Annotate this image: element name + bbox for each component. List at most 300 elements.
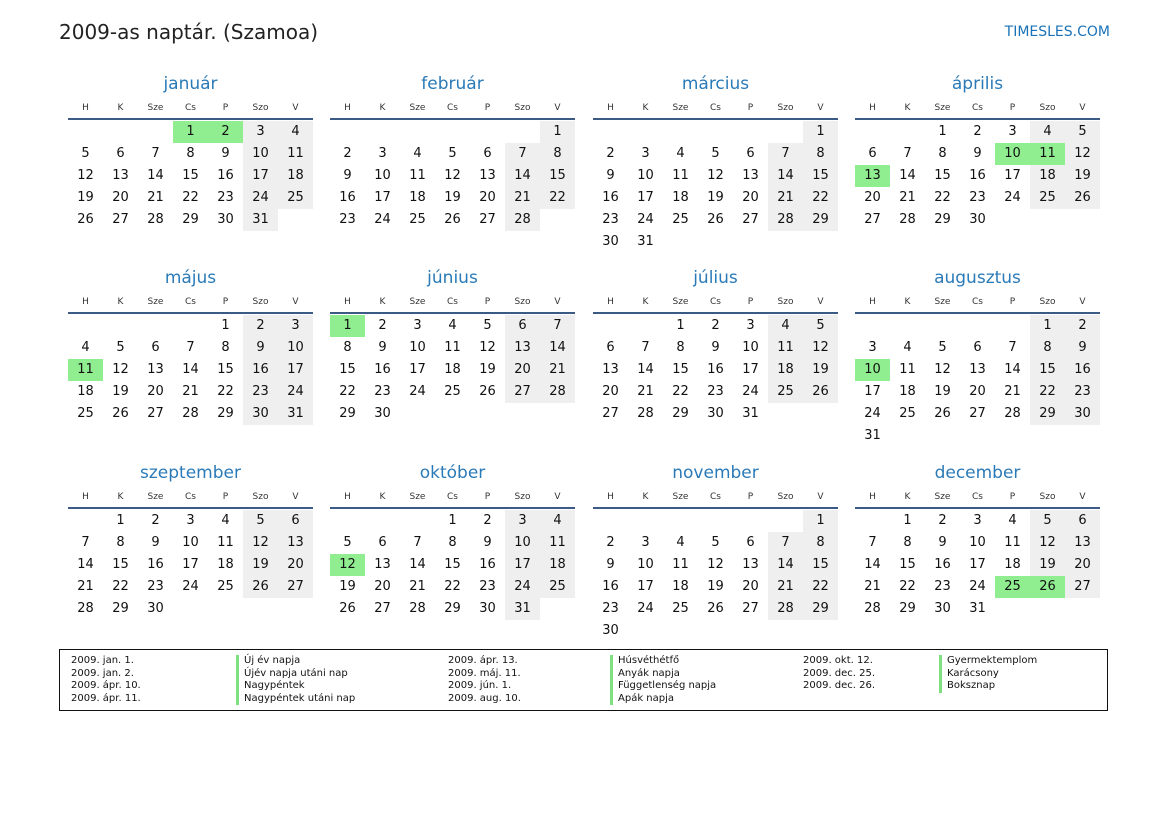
weekday-label: Szo xyxy=(1039,492,1056,502)
legend-holiday-name: Anyák napja xyxy=(610,668,716,681)
month-name: július xyxy=(693,268,738,288)
weekday-label: V xyxy=(817,297,824,307)
day-cell: 5 xyxy=(938,340,947,355)
day-cell: 25 xyxy=(672,601,689,616)
day-cell: 21 xyxy=(182,384,199,399)
day-cell: 24 xyxy=(969,579,986,594)
legend-date: 2009. jan. 2. xyxy=(71,667,134,679)
day-cell: 3 xyxy=(378,146,387,161)
weekday-label: V xyxy=(1079,103,1086,113)
day-cell: 21 xyxy=(540,359,575,381)
legend-date: 2009. okt. 12. xyxy=(803,655,873,666)
month-name: augusztus xyxy=(934,268,1021,288)
day-cell: 22 xyxy=(182,190,199,205)
day-empty xyxy=(733,121,768,143)
day-empty xyxy=(855,510,890,532)
day-cell: 7 xyxy=(81,535,90,550)
day-cell: 25 xyxy=(77,406,94,421)
weekday-label: Szo xyxy=(514,297,531,307)
day-empty xyxy=(400,510,435,532)
weekday-label: P xyxy=(222,492,229,502)
day-cell: 9 xyxy=(606,557,615,572)
day-cell: 10 xyxy=(409,340,426,355)
month-7 xyxy=(593,268,838,425)
legend-date: 2009. ápr. 13. xyxy=(448,655,518,666)
day-cell: 11 xyxy=(444,340,461,355)
day-cell: 9 xyxy=(378,340,387,355)
day-cell: 18 xyxy=(217,557,234,572)
day-cell: 11 xyxy=(217,535,234,550)
day-grid xyxy=(855,121,1100,231)
day-cell: 16 xyxy=(374,362,391,377)
day-empty xyxy=(435,121,470,143)
weekday-label: Sze xyxy=(934,103,951,113)
day-cell: 13 xyxy=(479,168,496,183)
day-cell: 28 xyxy=(540,381,575,403)
weekday-label: Szo xyxy=(1039,297,1056,307)
day-cell: 2 xyxy=(243,315,278,337)
weekday-label: Szo xyxy=(514,103,531,113)
day-cell: 28 xyxy=(864,601,881,616)
day-cell: 3 xyxy=(973,513,982,528)
weekday-header xyxy=(68,101,313,120)
day-cell: 6 xyxy=(378,535,387,550)
day-cell: 16 xyxy=(969,168,986,183)
day-cell: 6 xyxy=(973,340,982,355)
day-cell: 1 xyxy=(116,513,125,528)
weekday-label: Sze xyxy=(934,297,951,307)
weekday-label: Cs xyxy=(710,492,721,502)
day-cell: 23 xyxy=(217,190,234,205)
day-empty xyxy=(925,315,960,337)
weekday-label: V xyxy=(554,297,561,307)
day-cell: 18 xyxy=(77,384,94,399)
day-cell: 2 xyxy=(151,513,160,528)
day-cell: 17 xyxy=(742,362,759,377)
weekday-label: K xyxy=(379,492,386,502)
day-cell: 9 xyxy=(243,337,278,359)
day-cell: 22 xyxy=(339,384,356,399)
day-cell: 6 xyxy=(116,146,125,161)
day-cell: 3 xyxy=(243,121,278,143)
day-empty xyxy=(593,315,628,337)
day-cell: 4 xyxy=(448,318,457,333)
weekday-label: Cs xyxy=(972,297,983,307)
day-cell: 12 xyxy=(479,340,496,355)
weekday-label: Sze xyxy=(409,103,426,113)
day-cell: 19 xyxy=(77,190,94,205)
day-cell: 21 xyxy=(637,384,654,399)
legend-holiday-name: Függetlenség napja xyxy=(610,680,716,693)
day-grid xyxy=(68,121,313,231)
day-cell: 26 xyxy=(803,381,838,403)
legend-holiday-name: Nagypéntek utáni nap xyxy=(236,693,355,706)
weekday-label: Sze xyxy=(147,297,164,307)
day-cell: 24 xyxy=(278,381,313,403)
day-cell: 9 xyxy=(938,535,947,550)
day-cell: 28 xyxy=(768,209,803,231)
day-cell: 4 xyxy=(540,510,575,532)
day-cell: 13 xyxy=(742,168,759,183)
day-cell: 15 xyxy=(672,362,689,377)
day-cell: 15 xyxy=(803,165,838,187)
day-cell: 18 xyxy=(1004,557,1021,572)
day-cell: 27 xyxy=(112,212,129,227)
day-cell: 22 xyxy=(217,384,234,399)
day-cell: 20 xyxy=(969,384,986,399)
day-cell: 6 xyxy=(1065,510,1100,532)
day-cell: 1 xyxy=(448,513,457,528)
day-cell: 1 xyxy=(221,318,230,333)
day-cell: 30 xyxy=(602,234,619,249)
day-cell: 27 xyxy=(742,601,759,616)
weekday-label: V xyxy=(1079,297,1086,307)
day-cell: 7 xyxy=(540,315,575,337)
day-empty xyxy=(330,510,365,532)
weekday-label: H xyxy=(607,103,614,113)
month-4 xyxy=(855,74,1100,231)
day-cell: 3 xyxy=(641,535,650,550)
day-cell: 14 xyxy=(182,362,199,377)
day-cell: 7 xyxy=(413,535,422,550)
month-name: szeptember xyxy=(140,463,241,483)
day-cell: 18 xyxy=(409,190,426,205)
day-cell: 12 xyxy=(707,557,724,572)
legend-date: 2009. máj. 11. xyxy=(448,667,521,679)
day-cell: 30 xyxy=(479,601,496,616)
day-cell: 27 xyxy=(278,576,313,598)
day-cell: 18 xyxy=(768,359,803,381)
day-cell: 16 xyxy=(479,557,496,572)
day-cell: 1 xyxy=(1030,315,1065,337)
day-empty xyxy=(400,121,435,143)
day-cell: 26 xyxy=(707,601,724,616)
weekday-label: P xyxy=(1009,103,1016,113)
day-cell: 5 xyxy=(483,318,492,333)
day-cell: 13 xyxy=(374,557,391,572)
day-grid xyxy=(855,510,1100,620)
day-cell: 5 xyxy=(1065,121,1100,143)
day-cell: 12 xyxy=(243,532,278,554)
day-cell: 21 xyxy=(77,579,94,594)
day-empty xyxy=(103,315,138,337)
day-cell: 26 xyxy=(243,576,278,598)
day-cell: 19 xyxy=(339,579,356,594)
weekday-label: Cs xyxy=(185,103,196,113)
day-cell: 30 xyxy=(602,623,619,638)
day-cell: 3 xyxy=(186,513,195,528)
day-cell: 31 xyxy=(969,601,986,616)
day-empty xyxy=(593,121,628,143)
weekday-label: K xyxy=(379,103,386,113)
day-cell: 10 xyxy=(637,168,654,183)
day-cell: 4 xyxy=(221,513,230,528)
day-cell: 16 xyxy=(217,168,234,183)
site-link[interactable]: TIMESLES.COM xyxy=(1004,24,1110,40)
day-cell: 27 xyxy=(742,212,759,227)
day-cell: 6 xyxy=(746,146,755,161)
legend-holiday-name: Új év napja xyxy=(236,655,355,668)
day-cell: 24 xyxy=(409,384,426,399)
day-cell: 8 xyxy=(186,146,195,161)
day-cell: 8 xyxy=(221,340,230,355)
day-cell: 1 xyxy=(676,318,685,333)
day-cell: 27 xyxy=(864,212,881,227)
day-cell: 10 xyxy=(742,340,759,355)
day-cell: 1 xyxy=(903,513,912,528)
day-cell: 4 xyxy=(903,340,912,355)
day-cell: 18 xyxy=(672,579,689,594)
weekday-label: P xyxy=(222,297,229,307)
day-cell: 2 xyxy=(938,513,947,528)
day-cell: 16 xyxy=(339,190,356,205)
day-cell: 9 xyxy=(151,535,160,550)
day-cell: 29 xyxy=(899,601,916,616)
day-cell: 3 xyxy=(868,340,877,355)
day-empty xyxy=(855,315,890,337)
day-cell: 14 xyxy=(637,362,654,377)
day-cell: 20 xyxy=(1065,554,1100,576)
day-cell: 11 xyxy=(899,362,916,377)
weekday-label: H xyxy=(869,297,876,307)
month-10 xyxy=(330,463,575,620)
day-grid xyxy=(855,315,1100,447)
day-cell: 8 xyxy=(540,143,575,165)
day-cell: 13 xyxy=(147,362,164,377)
day-cell: 3 xyxy=(1008,124,1017,139)
day-holiday: 11 xyxy=(68,359,103,381)
weekday-label: V xyxy=(554,492,561,502)
month-3 xyxy=(593,74,838,253)
month-name: április xyxy=(951,74,1004,94)
day-cell: 17 xyxy=(637,579,654,594)
day-cell: 18 xyxy=(672,190,689,205)
weekday-label: Cs xyxy=(972,103,983,113)
day-cell: 26 xyxy=(339,601,356,616)
day-cell: 16 xyxy=(934,557,951,572)
day-cell: 17 xyxy=(864,384,881,399)
day-cell: 3 xyxy=(641,146,650,161)
day-cell: 13 xyxy=(112,168,129,183)
day-cell: 19 xyxy=(707,579,724,594)
day-cell: 22 xyxy=(1030,381,1065,403)
day-cell: 16 xyxy=(602,190,619,205)
day-cell: 30 xyxy=(243,403,278,425)
day-holiday: 25 xyxy=(995,576,1030,598)
day-cell: 30 xyxy=(374,406,391,421)
day-empty xyxy=(138,121,173,143)
day-cell: 20 xyxy=(864,190,881,205)
day-holiday: 1 xyxy=(173,121,208,143)
day-cell: 20 xyxy=(742,579,759,594)
day-holiday: 2 xyxy=(208,121,243,143)
day-cell: 19 xyxy=(1030,554,1065,576)
weekday-header xyxy=(68,490,313,509)
legend-dates xyxy=(448,655,521,705)
day-empty xyxy=(995,315,1030,337)
weekday-label: P xyxy=(1009,492,1016,502)
day-cell: 10 xyxy=(505,532,540,554)
day-cell: 27 xyxy=(602,406,619,421)
day-empty xyxy=(663,121,698,143)
day-cell: 20 xyxy=(505,359,540,381)
day-cell: 18 xyxy=(444,362,461,377)
day-cell: 4 xyxy=(278,121,313,143)
day-cell: 23 xyxy=(602,212,619,227)
weekday-label: V xyxy=(292,492,299,502)
day-grid xyxy=(330,510,575,620)
day-cell: 14 xyxy=(768,554,803,576)
day-cell: 4 xyxy=(1030,121,1065,143)
day-cell: 2 xyxy=(606,146,615,161)
day-cell: 17 xyxy=(1004,168,1021,183)
weekday-label: P xyxy=(484,492,491,502)
legend-date: 2009. ápr. 11. xyxy=(71,692,141,704)
day-cell: 21 xyxy=(1004,384,1021,399)
day-cell: 23 xyxy=(969,190,986,205)
day-cell: 21 xyxy=(768,187,803,209)
day-cell: 26 xyxy=(1065,187,1100,209)
day-cell: 14 xyxy=(540,337,575,359)
day-cell: 17 xyxy=(969,557,986,572)
day-cell: 24 xyxy=(637,212,654,227)
legend-holiday-name: Nagypéntek xyxy=(236,680,355,693)
day-cell: 21 xyxy=(864,579,881,594)
day-cell: 31 xyxy=(742,406,759,421)
weekday-label: Szo xyxy=(252,103,269,113)
day-holiday: 10 xyxy=(995,143,1030,165)
weekday-header xyxy=(330,295,575,314)
month-name: december xyxy=(934,463,1021,483)
weekday-label: V xyxy=(292,297,299,307)
day-empty xyxy=(855,121,890,143)
day-cell: 19 xyxy=(934,384,951,399)
month-name: február xyxy=(421,74,484,94)
day-cell: 12 xyxy=(444,168,461,183)
day-cell: 20 xyxy=(147,384,164,399)
day-cell: 12 xyxy=(803,337,838,359)
day-cell: 17 xyxy=(409,362,426,377)
weekday-label: Cs xyxy=(972,492,983,502)
weekday-label: H xyxy=(82,297,89,307)
day-cell: 9 xyxy=(606,168,615,183)
weekday-label: K xyxy=(904,297,911,307)
day-cell: 19 xyxy=(1065,165,1100,187)
day-cell: 9 xyxy=(1065,337,1100,359)
day-cell: 22 xyxy=(803,187,838,209)
day-cell: 2 xyxy=(973,124,982,139)
day-grid xyxy=(593,510,838,642)
day-empty xyxy=(505,121,540,143)
day-cell: 15 xyxy=(934,168,951,183)
day-cell: 6 xyxy=(278,510,313,532)
day-empty xyxy=(103,121,138,143)
weekday-label: Cs xyxy=(710,297,721,307)
day-cell: 15 xyxy=(339,362,356,377)
day-cell: 7 xyxy=(768,532,803,554)
day-cell: 2 xyxy=(378,318,387,333)
day-cell: 29 xyxy=(217,406,234,421)
weekday-label: Cs xyxy=(447,297,458,307)
day-cell: 11 xyxy=(409,168,426,183)
day-cell: 25 xyxy=(409,212,426,227)
weekday-header xyxy=(68,295,313,314)
day-cell: 27 xyxy=(374,601,391,616)
day-cell: 15 xyxy=(540,165,575,187)
day-cell: 28 xyxy=(637,406,654,421)
day-cell: 6 xyxy=(483,146,492,161)
weekday-label: Cs xyxy=(710,103,721,113)
month-12 xyxy=(855,463,1100,620)
day-cell: 8 xyxy=(343,340,352,355)
day-cell: 30 xyxy=(217,212,234,227)
day-cell: 23 xyxy=(934,579,951,594)
day-grid xyxy=(68,510,313,620)
day-cell: 30 xyxy=(969,212,986,227)
day-empty xyxy=(628,315,663,337)
weekday-label: K xyxy=(642,103,649,113)
weekday-label: Sze xyxy=(409,297,426,307)
legend-date: 2009. jún. 1. xyxy=(448,680,512,692)
weekday-label: Sze xyxy=(672,103,689,113)
day-cell: 9 xyxy=(343,168,352,183)
weekday-label: Cs xyxy=(447,492,458,502)
weekday-label: Sze xyxy=(672,297,689,307)
day-cell: 11 xyxy=(768,337,803,359)
day-cell: 19 xyxy=(444,190,461,205)
weekday-label: K xyxy=(904,103,911,113)
weekday-label: Szo xyxy=(777,103,794,113)
day-cell: 23 xyxy=(374,384,391,399)
legend-date: 2009. dec. 25. xyxy=(803,667,876,679)
weekday-label: Sze xyxy=(672,492,689,502)
day-cell: 23 xyxy=(147,579,164,594)
weekday-label: P xyxy=(747,297,754,307)
weekday-label: Sze xyxy=(147,103,164,113)
day-cell: 23 xyxy=(479,579,496,594)
day-cell: 28 xyxy=(182,406,199,421)
day-empty xyxy=(365,510,400,532)
day-cell: 4 xyxy=(413,146,422,161)
legend-date: 2009. aug. 10. xyxy=(448,692,521,704)
day-empty xyxy=(470,121,505,143)
day-cell: 26 xyxy=(112,406,129,421)
day-cell: 6 xyxy=(868,146,877,161)
day-cell: 7 xyxy=(505,143,540,165)
day-cell: 11 xyxy=(672,557,689,572)
day-cell: 14 xyxy=(147,168,164,183)
weekday-label: V xyxy=(817,103,824,113)
day-cell: 14 xyxy=(1004,362,1021,377)
month-2 xyxy=(330,74,575,231)
legend-holiday-name: Karácsony xyxy=(939,668,1037,681)
day-cell: 30 xyxy=(934,601,951,616)
weekday-label: K xyxy=(117,492,124,502)
day-cell: 7 xyxy=(768,143,803,165)
day-cell: 21 xyxy=(409,579,426,594)
weekday-label: P xyxy=(1009,297,1016,307)
day-cell: 27 xyxy=(1065,576,1100,598)
day-cell: 22 xyxy=(803,576,838,598)
day-cell: 27 xyxy=(147,406,164,421)
day-empty xyxy=(698,510,733,532)
weekday-label: Szo xyxy=(514,492,531,502)
day-cell: 20 xyxy=(742,190,759,205)
day-cell: 14 xyxy=(864,557,881,572)
day-holiday: 11 xyxy=(1030,143,1065,165)
day-holiday: 12 xyxy=(330,554,365,576)
weekday-label: K xyxy=(904,492,911,502)
